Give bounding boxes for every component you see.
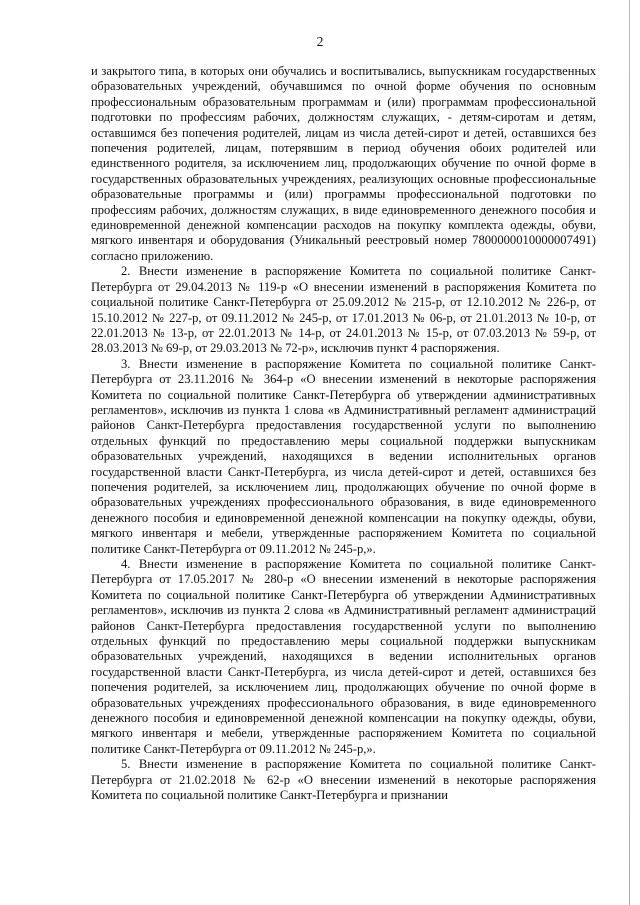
paragraph-item-4: 4. Внести изменение в распоряжение Комитета по социальной политике Санкт-Петербурга от 17.05.2017 № 280-р «О внесении изменений в некоторые распоряжения Комитета по социальной политике Санкт-Петербурга об утверждении Административных регламентов», исключив из пункта 2 слова «в Административный регламент администраций районов Санкт-Петербурга предоставления государственной услуги по выполнению отдельных функций по предоставлению меры социальной поддержки выпускникам образовательных учреждений, находящихся в ведении исполнительных органов государственной власти Санкт-Петербурга, из числа детей-сирот и детей, оставшихся без попечения родителей, за исключением лиц, продолжающих обучение по очной форме в образовательных учреждениях профессионального образования, в виде единовременного денежного пособия и единовременной денежной компенсации на покупку одежды, обуви, мягкого инвентаря и мебели, утвержденные распоряжением Комитета по социальной политике Санкт-Петербурга от 09.11.2012 № 245-р,». [91,557,596,756]
paragraph-item-2: 2. Внести изменение в распоряжение Комитета по социальной политике Санкт-Петербурга от 29.04.2013 № 119-р «О внесении изменений в распоряжения Комитета по социальной политике Санкт-Петербурга от 25.09.2012 № 215-р, от 12.10.2012 № 226-р, от 15.10.2012 № 227-р, от 09.11.2012 № 245-р, от 17.01.2013 № 06-р, от 21.01.2013 № 10-р, от 22.01.2013 № 13-р, от 22.01.2013 № 14-р, от 24.01.2013 № 15-р, от 07.03.2013 № 59-р, от 28.03.2013 № 69-р, от 29.03.2013 № 72-р», исключив пункт 4 распоряжения. [91,264,596,356]
document-body [91,64,596,804]
page-number: 2 [316,34,324,49]
paragraph-continuation: и закрытого типа, в которых они обучались и воспитывались, выпускникам государственных образовательных учреждений, обучавшимся по очной форме обучения по основным профессиональным образовательным программам и (или) программам профессиональной подготовки по профессиям рабочих, должностям служащих, - детям-сиротам и детям, оставшимся без попечения родителей, лицам из числа детей-сирот и детей, оставшихся без попечения родителей, лицам, потерявшим в период обучения обоих родителей или единственного родителя, за исключением лиц, продолжающих обучение по очной форме в государственных образовательных учреждениях, реализующих основные профессиональные образовательные программы и (или) программы профессиональной подготовки по профессиям рабочих, должностям служащих, в виде единовременного денежного пособия и единовременной денежной компенсации расходов на покупку комплекта одежды, обуви, мягкого инвентаря и оборудования (Уникальный реестровый номер 7800000010000007491) согласно приложению. [91,64,596,263]
paragraph-item-5: 5. Внести изменение в распоряжение Комитета по социальной политике Санкт-Петербурга от 21.02.2018 № 62-р «О внесении изменений в некоторые распоряжения Комитета по социальной политике Санкт-Петербурга и признании [91,757,596,803]
paragraph-item-3: 3. Внести изменение в распоряжение Комитета по социальной политике Санкт-Петербурга от 23.11.2016 № 364-р «О внесении изменений в некоторые распоряжения Комитета по социальной политике Санкт-Петербурга об утверждении административных регламентов», исключив из пункта 1 слова «в Административный регламент администраций районов Санкт-Петербурга предоставления государственной услуги по выполнению отдельных функций по предоставлению меры социальной поддержки выпускникам образовательных учреждений, находящихся в ведении исполнительных органов государственной власти Санкт-Петербурга, из числа детей-сирот и детей, оставшихся без попечения родителей, за исключением лиц, продолжающих обучение по очной форме в образовательных учреждениях профессионального образования, в виде единовременного денежного пособия и единовременной денежной компенсации на покупку одежды, обуви, мягкого инвентаря и мебели, утвержденные распоряжением Комитета по социальной политике Санкт-Петербурга от 09.11.2012 № 245-р,». [91,356,596,556]
scan-edge-line [629,0,630,905]
